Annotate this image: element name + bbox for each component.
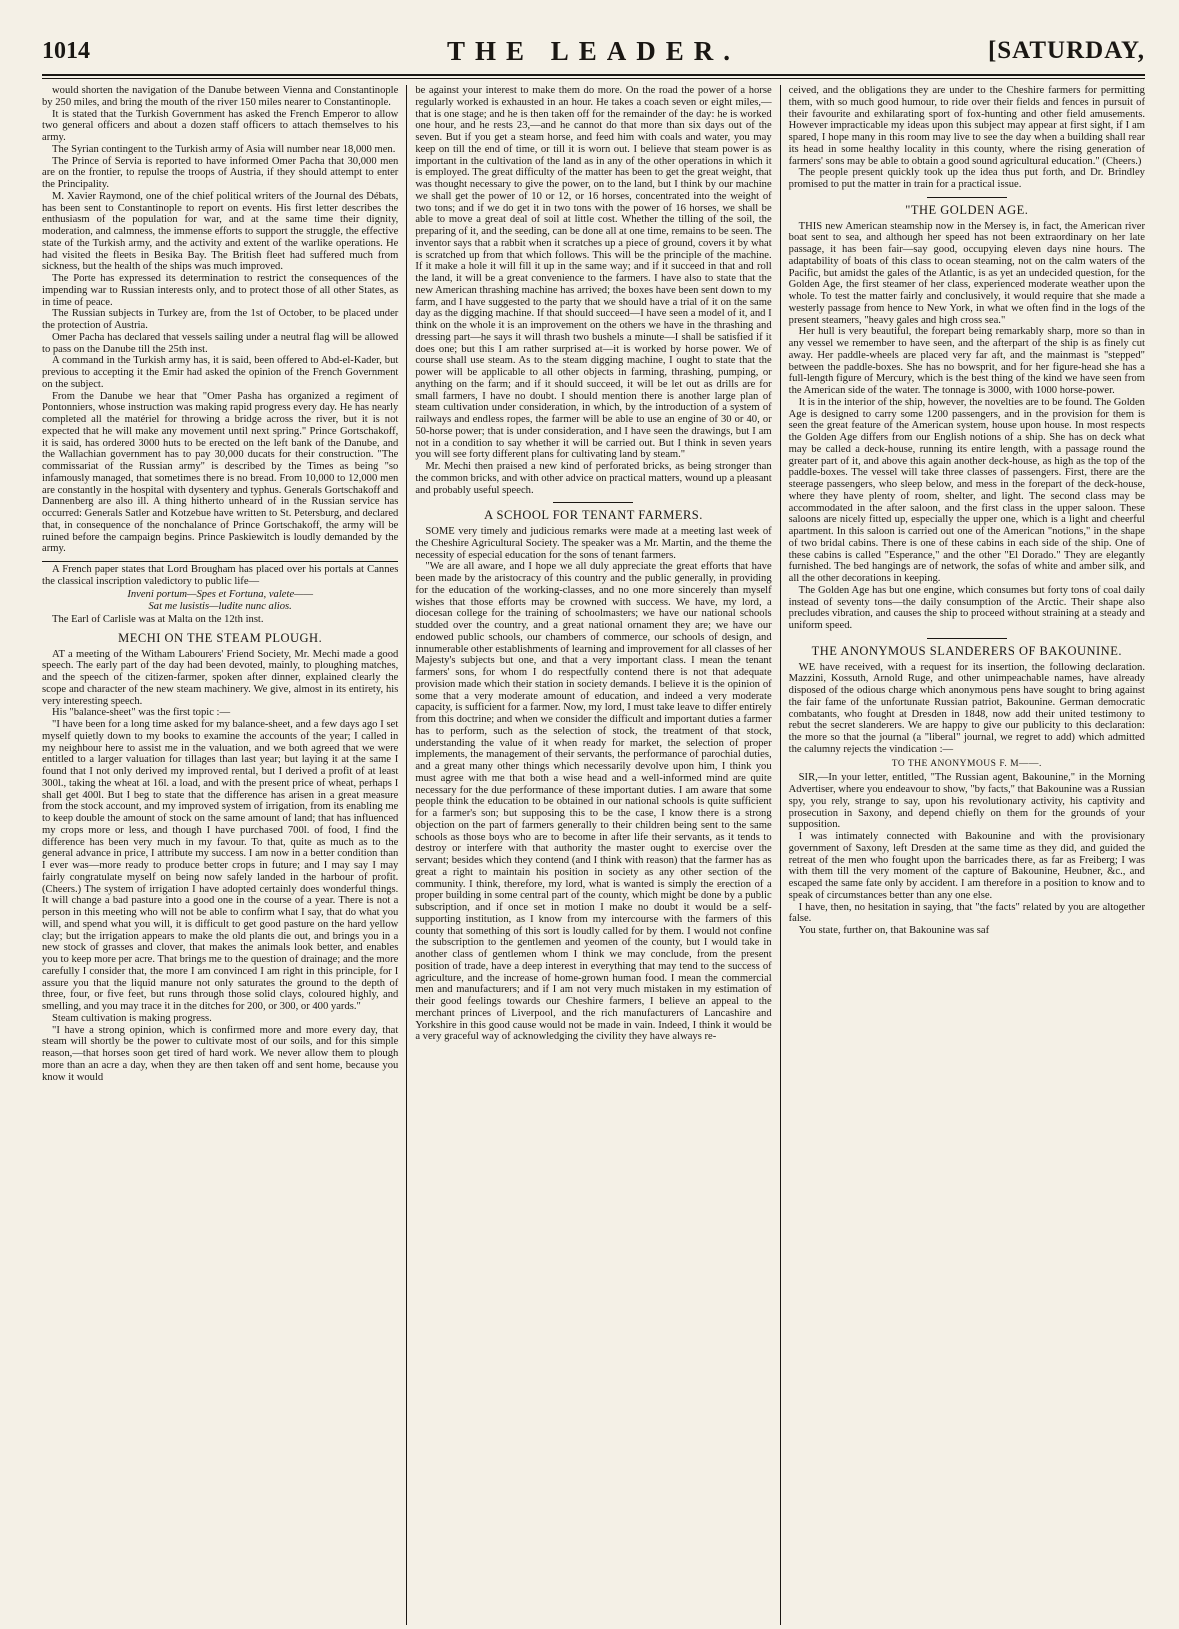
article-paragraph: Omer Pacha has declared that vessels sailing under a neutral flag will be allowed to pass on the Danube till the 25th inst. xyxy=(42,331,399,355)
article-paragraph: AT a meeting of the Witham Labourers' Friend Society, Mr. Mechi made a good speech. The early part of the day had been devoted, mainly, to ploughing matches, and the speech of the citizen-farmer, spoken after dinner, explained clearly the scope and character of the new steam machinery. We give, almost in its entirety, his very interesting speech. xyxy=(42,648,399,707)
quoted-speech: be against your interest to make them do more. On the road the power of a horse regularly worked is exhausted in an hour. He takes a coach seven or eight miles,—that is one stage; and he is then taken off for the remainder of the day: he is worked one hour, and he rests 23,—and he cannot do that more than six days out of the seven. But if you get a steam horse, and feed him with coals and water, you may keep on till the end of time, or till it is worn out. I believe that steam power is as important in the cultivation of the land as in any of the other operations in which it is employed. The great difficulty of the matter has been to get the great weight, that was thought necessary to give the power, on to the land, but I think by our machine we shall get the power of 10 or 12, or 16 horses, concentrated into the weight of two tons; and if we do get it in two tons with the power of 16 horses, we shall be able to move a great deal of soil at little cost. Whether the tilling of the soil, the preparing of it, and the seeding, can be done all at one time, remains to be seen. The inventor says that a rabbit when it scratches up a piece of ground, covers it by what is scratched up from that which follows. This will be the principle of the machine. If it make a hole it will fill it up in the same way; and if it succeed in that and roll the land, it will be a great convenience to the farmers. I have also to state that the new American thrashing machine has arrived; the boxes have been sent down to my farm, and I have suggested to the party that we should have a trial of it on the same day as the digging machine. If that should succeed—I have seen a model of it, and I think on the whole it is an improvement on the others we have in the thrashing and dressing part—he says it will thrash two bushels a minute—I shall be satisfied if it does one; but this I am rather surprised at—it is worked by horse power. We of course shall use steam. As to the steam digging machine, I ought to state that the power will be applicable to all other objects in farming, thrashing, pumping, or anything on the farm; and if it should succeed, it will be let out as drills are for small farmers, I have no doubt. I should mention there is another large plan of steam cultivation under consideration, in which, by the introduction of a system of railways and endless ropes, the farmer will be able to use an engine of 30 or 40, or 50-horse power; that is under consideration, and I have seen the drawings, but I am not in a condition to say whether it will be carried out. But I think in seven years you will see forty different plans for cultivating land by steam." xyxy=(415,85,772,461)
letter-address: TO THE ANONYMOUS F. M——. xyxy=(891,758,1042,769)
article-paragraph: The Prince of Servia is reported to have informed Omer Pacha that 30,000 men are on the frontier, to repulse the troops of Austria, if they should attempt to enter the Principality. xyxy=(42,155,399,190)
article-paragraph: would shorten the navigation of the Danube between Vienna and Constantinople by 250 miles, and bring the mouth of the river 150 miles nearer to Constantinople. xyxy=(42,85,399,108)
masthead-rule xyxy=(42,78,1145,79)
column-1 xyxy=(42,85,406,1625)
article-paragraph: The Golden Age has but one engine, which consumes but forty tons of coal daily instead of seventy tons—the daily consumption of the Arctic. Their shape also precludes vibration, and causes the ship to proceed without straining at a steady and uniform speed. xyxy=(788,584,1145,631)
letter-paragraph: I have, then, no hesitation in saying, that "the facts" related by you are altogether false. xyxy=(788,901,1145,925)
quoted-speech: "We are all aware, and I hope we all duly appreciate the great efforts that have been made by the aristocracy of this country and the public generally, in providing for the education of the working-classes, and no one more sincerely than myself wishes that those efforts may be crowned with success. We have, my lord, a diocesan college for the training of schoolmasters; we have our national schools studded over the country, and a great national ornament they are; we have our endowed public schools, our chambers of commerce, our schools of design, and innumerable other establishments of learning and improvement for all classes of her Majesty's subjects but one, and that a very important class. I mean the tenant farmers' sons, for whom I do respectfully contend there is not that adequate provision made which their station in society demands. I believe it is the opinion of some that a very moderate amount of education, and indeed a very moderate capacity, is sufficient for a farmer. Now, my lord, I must take leave to differ entirely from this doctrine; and when we consider the difficult and important duties a farmer has to perform, such as the selection of stock, the treatment of that stock, understanding the value of it when ready for market, the selection of proper implements, the management of their servants, the performance of parochial duties, and a great many other things which necessarily devolve upon him, I think you must agree with me that both a wise head and a well-informed mind are quite necessary for the due performance of these important duties. I am aware that some people think the education to be obtained in our national schools is quite sufficient for a farmer's son; but supposing this to be the case, I know there is a strong objection on the part of farmers generally to their children being sent to the same schools as those boys who are to become in after life their servants, as it tends to destroy or interfere with that authority the master ought to exercise over the servant; besides which they contend (and I think with reason) that the farmer has as great a right to maintain his position in society as any other section of the community. I think, therefore, my lord, what is wanted is simply the erection of a proper building in some central part of the county, which might be done by a public subscription, and if once set in motion I make no doubt it would be a self-supporting institution, as I know from my intercourse with the farmers of this county that something of this sort is loudly called for by them. I would not confine the subscription to the gentlemen and yeomen of the county, but I would take in another class of gentlemen whom I think we may conclude, from the present position of trade, have a deep interest in everything that may tend to the success of agriculture, and the increase of home-grown human food. I mean the commercial men and manufacturers; and if I am not very much mistaken in my estimation of their good feelings towards our Cheshire farmers, I believe an appeal to the merchant princes of Liverpool, and the rich manufacturers of Lancashire and Yorkshire in this good cause would not be made in vain. Indeed, I think it would be a very graceful way of acknowledging the civility they have always re- xyxy=(415,561,772,1043)
article-paragraph: It is in the interior of the ship, however, the novelties are to be found. The Golden Age is designed to carry some 1200 passengers, and in the provision for them is seen the great feature of the American system, house upon house. In most respects the Golden Age differs from our English notions of a ship. She has on deck what may be called a deck-house, running its entire length, with a passage round the greater part of it, and above this again another deck-house, as high as the top of the paddle-boxes. The vessel will take three classes of passengers. First, there are the steerage passengers, who sleep below, and mess in the forepart of the deck-house, where they have plenty of room, shelter, and light. The second class may be accommodated in the after saloon, and the first class in the upper saloon. These saloons are nicely fitted up, especially the upper one, which is a light and cheerful apartment. In this saloon is carried out one of the American "notions," in the shape of two bridal cabins. There is one of these cabins in each side of the ship. One of these cabins is called "Esperance," and the other "El Dorado." They are elegantly furnished. The bed hangings are of network, the sofas of white and amber silk, and all the other decorations in keeping. xyxy=(788,396,1145,584)
letter-paragraph: I was intimately connected with Bakounine and with the provisionary government of Saxony, left Dresden at the same time as they did, and guided the retreat of the men who fought upon the barricades there, as far as Freiberg; I was with them till the very moment of the capture of Bakounine, Heubner, &c., and escaped the same fate only by accident. I am therefore in a position to know and to speak of circumstances better than any one else. xyxy=(788,831,1145,901)
article-paragraph: M. Xavier Raymond, one of the chief political writers of the Journal des Débats, has been sent to Constantinople to report on events. His first letter describes the enthusiasm of the population for war, and at the same time their dignity, moderation, and calmness, the immense efforts to support the struggle, the effective state of the Turkish army, and the activity and extent of the warlike operations. He had visited the fleets in Besika Bay. The British fleet had suffered much from sickness, but the health of the ships was much improved. xyxy=(42,190,399,273)
article-paragraph: Mr. Mechi then praised a new kind of perforated bricks, as being stronger than the common bricks, and with other advice on practical matters, wound up a pleasant and probably useful speech. xyxy=(415,461,772,496)
section-rule xyxy=(927,197,1007,198)
latin-verse-line: Inveni portum—Spes et Fortuna, valete—— xyxy=(127,588,313,600)
article-paragraph: WE have received, with a request for its insertion, the following declaration. Mazzini, Kossuth, Arnold Ruge, and other unimpeachable names, have already disposed of the odious charge which anonymous pens have sought to bring against the fair fame of the unfortunate Russian patriot, Bakounine. German democratic combatants, who fought at Dresden in 1848, now add their united testimony to rebut the secret slanderers. We are happy to give our publicity to this declaration: the more so that the journal (a "liberal" journal, we regret to add) which admitted the calumny rejects the vindication :— xyxy=(788,661,1145,755)
article-paragraph: THIS new American steamship now in the Mersey is, in fact, the American river boat sent to sea, and although her speed has not been extraordinary on her late passage, it has been fair—say good, occupying eleven days nine hours. The adaptability of boats of this class to ocean steaming, not on the calm waters of the Pacific, but amidst the gales of the Atlantic, is as yet an undecided question, for the Golden Age, the first steamer of her class, experienced moderate weather upon the whole. To test the matter fairly and conclusively, it would require that she made a westerly passage from hence to New York, in what we often find in the logs of the present steamers, "heavy gales and high cross sea." xyxy=(788,220,1145,326)
brougham-paragraph: A French paper states that Lord Brougham has placed over his portals at Cannes the classical inscription valedictory to public life— xyxy=(42,564,399,587)
article-paragraph: A command in the Turkish army has, it is said, been offered to Abd-el-Kader, but previous to accepting it the Emir had asked the opinion of the French Government on the subject. xyxy=(42,355,399,390)
quoted-speech: "I have been for a long time asked for my balance-sheet, and a few days ago I set myself quietly down to my books to examine the accounts of the year; I called in my neighbour here to assist me in the valuation, and we both agreed that we were entitled to a larger valuation for tillages than last year; but laying it at the same I found that I not only derived my improved rental, but I derived a profit of at least 300l., taking the wheat at 16l. a load, and with the present price of wheat, perhaps I shall get 400l. But I beg to state that the difference has arisen in a great measure from the stock account, and my improved system of irrigation, from its enabling me to keep double the amount of stock on the same amount of land; that has influenced my crops more or less, and though I have purchased 700l. of food, I find the difference has been very much in my favour. To that, quite as much as to the general advance in price, I attribute my success. I am now in a better condition than I ever was—more ready to produce better crops in future; and I may say I may fairly congratulate myself on being now safely landed in the harbour of profit. (Cheers.) The system of irrigation I have adopted certainly does wonderful things. It will change a bad pasture into a good one in the course of a year. There is not a person in this meeting who will not be able to confirm what I say, that do what you will, and spend what you will, it is difficult to get good pasture on the hard yellow clay; but the irrigation appears to make the old plants die out, and brings you in a new stock of grasses and clover, that makes the animals look better, and enables you to keep more per acre. That brings me to the question of drainage; and the more carefully I consider that, the more I am convinced I am right in this principle, for I assure you that the liquid manure not only saturates the ground to the depth of three, four, or five feet, but runs through those solid clays, coloured highly, and smelling, and you may trace it in the ditches for 200, or 300, or 400 yards." xyxy=(42,719,399,1012)
columns xyxy=(42,85,1145,1625)
newspaper-title: THE LEADER. xyxy=(446,36,741,66)
section-heading-mechi: MECHI ON THE STEAM PLOUGH. xyxy=(118,630,323,645)
column-3 xyxy=(780,85,1145,1625)
latin-verse-line: Sat me lusistis—ludite nunc alios. xyxy=(148,601,292,613)
letter-paragraph: SIR,—In your letter, entitled, "The Russian agent, Bakounine," in the Morning Advertiser, where you endeavour to show, "by facts," that Bakounine was a Russian spy, you rely, strange to say, upon his revolutionary activity, his captivity and prosecution in Saxony, and depend chiefly on them for the grounds of your supposition. xyxy=(788,772,1145,831)
section-rule xyxy=(553,502,633,503)
quoted-speech: ceived, and the obligations they are under to the Cheshire farmers for permitting them, with so much good humour, to ride over their fields and fences in pursuit of their favourite and exhilarating sport of fox-hunting and other field amusements. However impracticable my ideas upon this subject may appear at first sight, if I am spared, I hope many in this room may live to see the day when a building shall rear its head in some healthy locality in this county, where the rising generation of farmers' sons may be able to obtain a good sound agricultural education." (Cheers.) xyxy=(788,85,1145,167)
article-paragraph: The Russian subjects in Turkey are, from the 1st of October, to be placed under the protection of Austria. xyxy=(42,308,399,331)
section-rule xyxy=(927,638,1007,639)
article-paragraph: Steam cultivation is making progress. xyxy=(52,1012,212,1024)
article-paragraph: The Syrian contingent to the Turkish army of Asia will number near 18,000 men. xyxy=(52,143,396,155)
masthead xyxy=(42,30,1145,76)
quoted-speech: "I have a strong opinion, which is confirmed more and more every day, that steam will shortly be the power to cultivate most of our soils, and for this simple reason,—that horses soon get tired of hard work. We never allow them to plough more than an acre a day, when they are then taken off and sent home, because you know it would xyxy=(42,1024,399,1083)
article-paragraph: The people present quickly took up the idea thus put forth, and Dr. Brindley promised to put the matter in train for a practical issue. xyxy=(788,167,1145,190)
page-number: 1014 xyxy=(42,38,90,64)
article-paragraph: The Earl of Carlisle was at Malta on the 12th inst. xyxy=(52,614,264,625)
section-heading-school: A SCHOOL FOR TENANT FARMERS. xyxy=(484,508,703,523)
article-paragraph: His "balance-sheet" was the first topic :— xyxy=(52,707,231,719)
article-paragraph: SOME very timely and judicious remarks were made at a meeting last week of the Cheshire Agricultural Society. The speaker was a Mr. Martin, and the theme the necessity of especial education for the sons of tenant farmers. xyxy=(415,526,772,561)
article-paragraph: It is stated that the Turkish Government has asked the French Emperor to allow two general officers and about a dozen staff officers to attach themselves to his army. xyxy=(42,108,399,143)
section-rule xyxy=(42,561,398,562)
section-heading-bakounine: THE ANONYMOUS SLANDERERS OF BAKOUNINE. xyxy=(811,643,1122,658)
article-paragraph: Her hull is very beautiful, the forepart being remarkably sharp, more so than in any vessel we remember to have seen, and the afterpart of the ship is as finely cut away. Her paddle-wheels are placed very far aft, and the mainmast is "stepped" between the paddle-boxes. She has no bowsprit, and for her figure-head she has a full-length figure of Mercury, which is the best thing of the kind we have seen from the American side of the water. The tonnage is 3000, with 1000 horse-power. xyxy=(788,326,1145,396)
letter-paragraph: You state, further on, that Bakounine was saf xyxy=(798,925,990,936)
issue-day: [SATURDAY, xyxy=(987,37,1145,64)
section-heading-golden-age: "THE GOLDEN AGE. xyxy=(905,202,1029,217)
article-paragraph: From the Danube we hear that "Omer Pasha has organized a regiment of Pontonniers, whose instruction was making rapid progress every day. He has nearly completed all the matériel for throwing a bridge across the river, but it is not expected that he will make any movement until next spring." Prince Gortschakoff, it is said, has ordered 3000 huts to be erected on the left bank of the Danube, and the Wallachian government has to pay 30,000 ducats for their construction. "The commissariat of the Russian army" is described by the Times as being "so infamously managed, that sometimes there is no bread. From 10,000 to 12,000 men are constantly in the hospital with dysentery and typhus. Generals Gortschakoff and Dannenberg are also ill. A thing hitherto unheard of in the Russian service has occurred: Generals Satler and Kotzebue have written to St. Petersburg, and declared that, in consequence of the nonchalance of Prince Gortschakoff, the army will be ruined before the campaign begins. Prince Paskiewitch is loudly demanded by the army. xyxy=(42,390,399,555)
article-paragraph: The Porte has expressed its determination to restrict the consequences of the impending war to Russian interests only, and to protect those of all other States, as in time of peace. xyxy=(42,273,399,308)
column-2 xyxy=(406,85,779,1625)
